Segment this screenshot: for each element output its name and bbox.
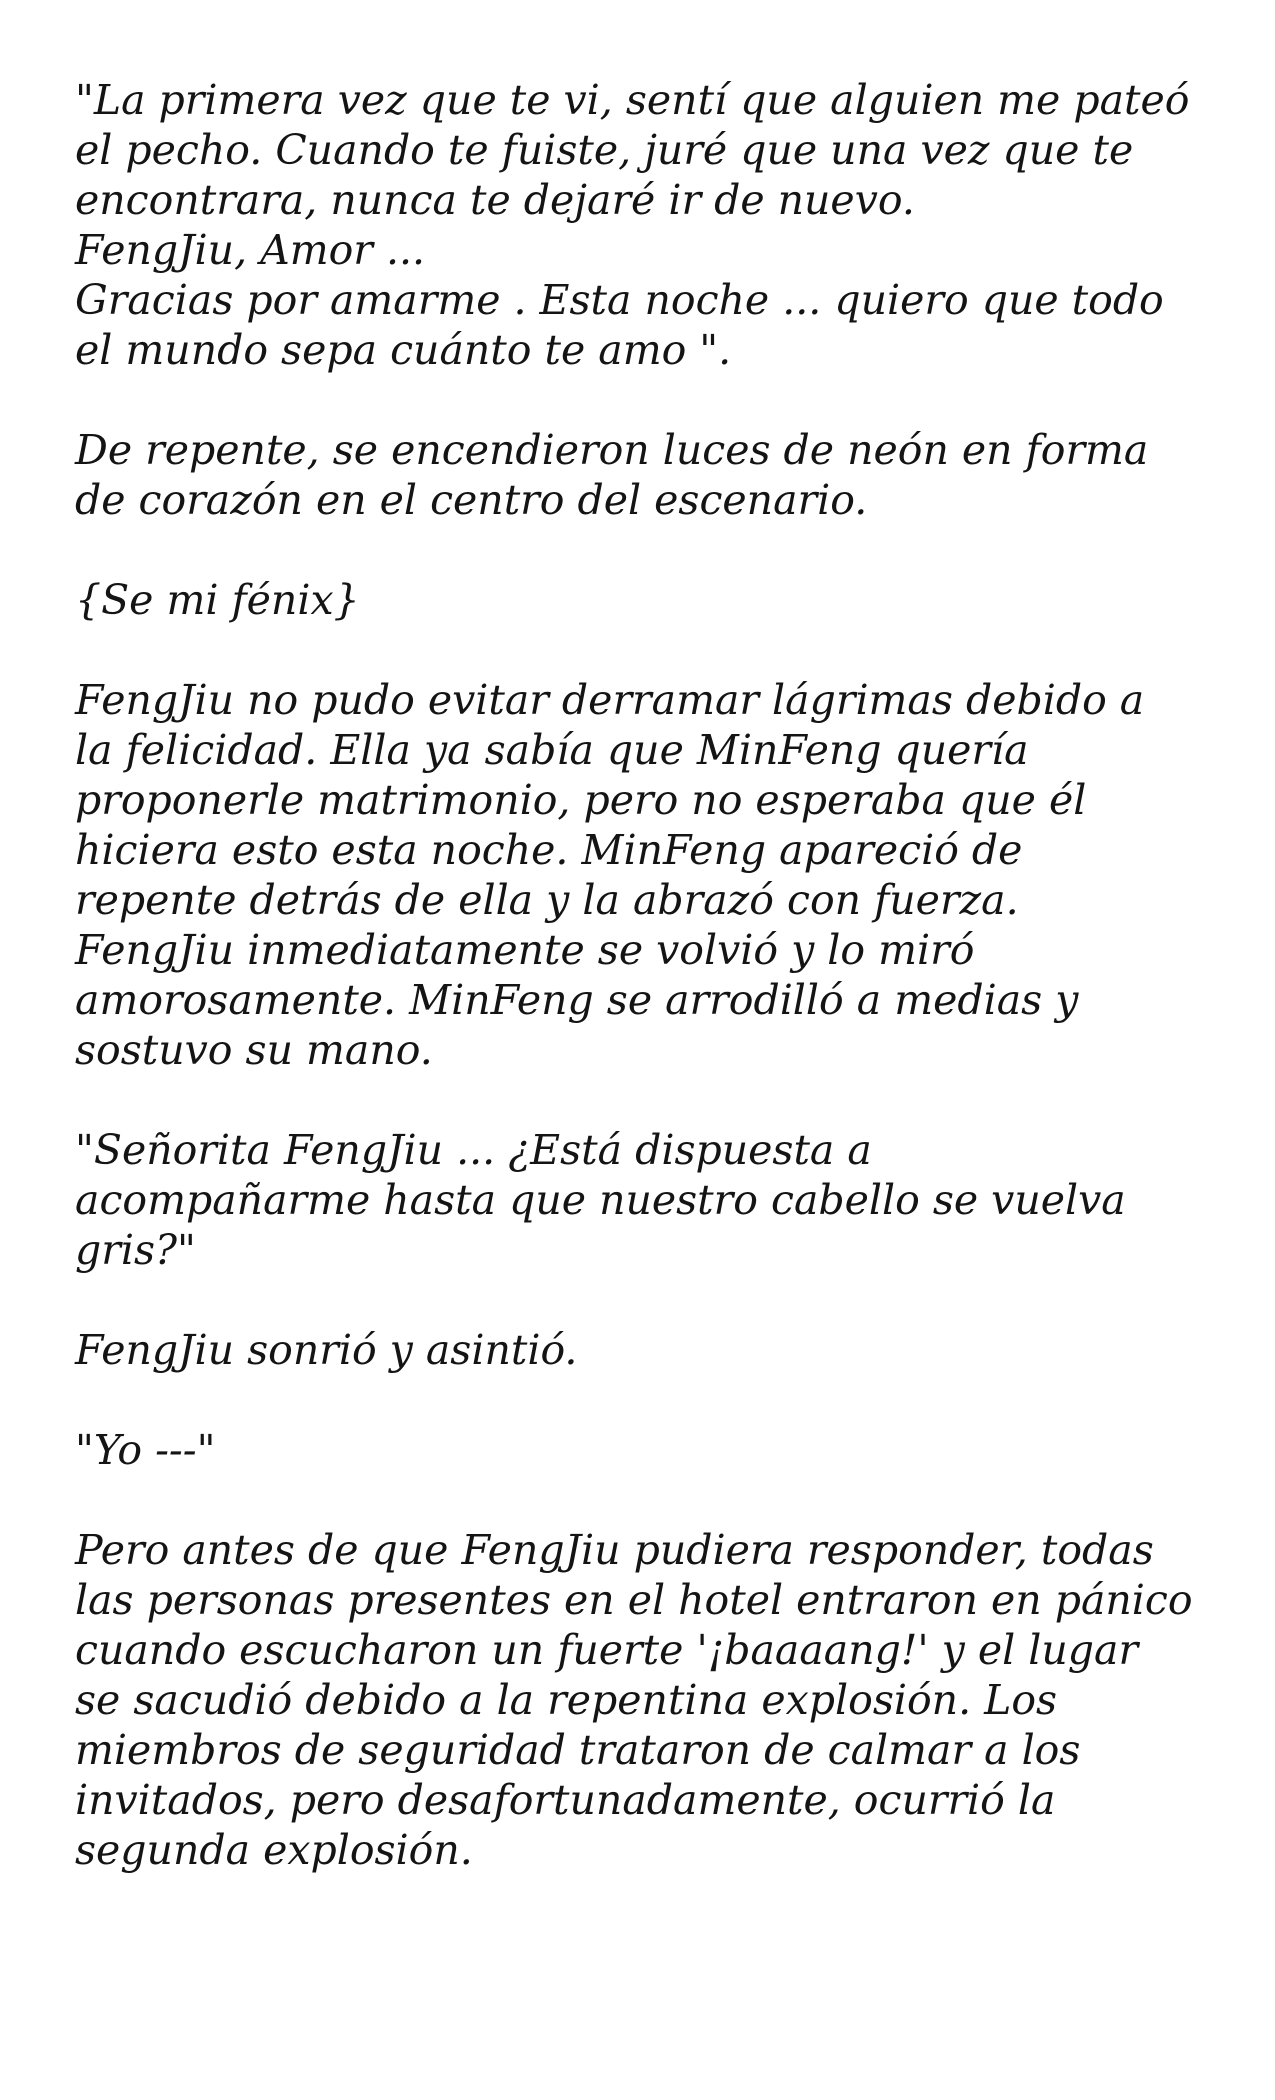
paragraph-proposal-speech: "La primera vez que te vi, sentí que alguien me pateó el pecho. Cuando te fuiste, juré que una vez que te encontrara, nunca te dejaré ir de nuevo. FengJiu, Amor ... Gracias por amarme . Esta noche ... quiero que todo el mundo sepa cuánto te amo ". bbox=[75, 76, 1190, 374]
story-text bbox=[75, 75, 1215, 1925]
paragraph-neon-lights: De repente, se encendieron luces de neón en forma de corazón en el centro del escenario. bbox=[75, 426, 1149, 524]
paragraph-yo: "Yo ---" bbox=[75, 1426, 216, 1474]
paragraph-proposal-question: "Señorita FengJiu ... ¿Está dispuesta a acompañarme hasta que nuestro cabello se vuelva gris?" bbox=[75, 1126, 1126, 1274]
paragraph-neon-sign: {Se mi fénix} bbox=[75, 576, 360, 624]
paragraph-fengjiu-tears: FengJiu no pudo evitar derramar lágrimas debido a la felicidad. Ella ya sabía que MinFeng quería proponerle matrimonio, pero no esperaba que él hiciera esto esta noche. MinFeng apareció de repente detrás de ella y la abrazó con fuerza. FengJiu inmediatamente se volvió y lo miró amorosamente. MinFeng se arrodilló a medias y sostuvo su mano. bbox=[75, 676, 1145, 1074]
paragraph-explosion: Pero antes de que FengJiu pudiera responder, todas las personas presentes en el hotel entraron en pánico cuando escucharon un fuerte '¡baaaang!' y el lugar se sacudió debido a la repentina explosión. Los miembros de seguridad trataron de calmar a los invitados, pero desafortunadamente, ocurrió la segunda explosión. bbox=[75, 1526, 1193, 1874]
paragraph-fengjiu-nods: FengJiu sonrió y asintió. bbox=[75, 1326, 578, 1374]
